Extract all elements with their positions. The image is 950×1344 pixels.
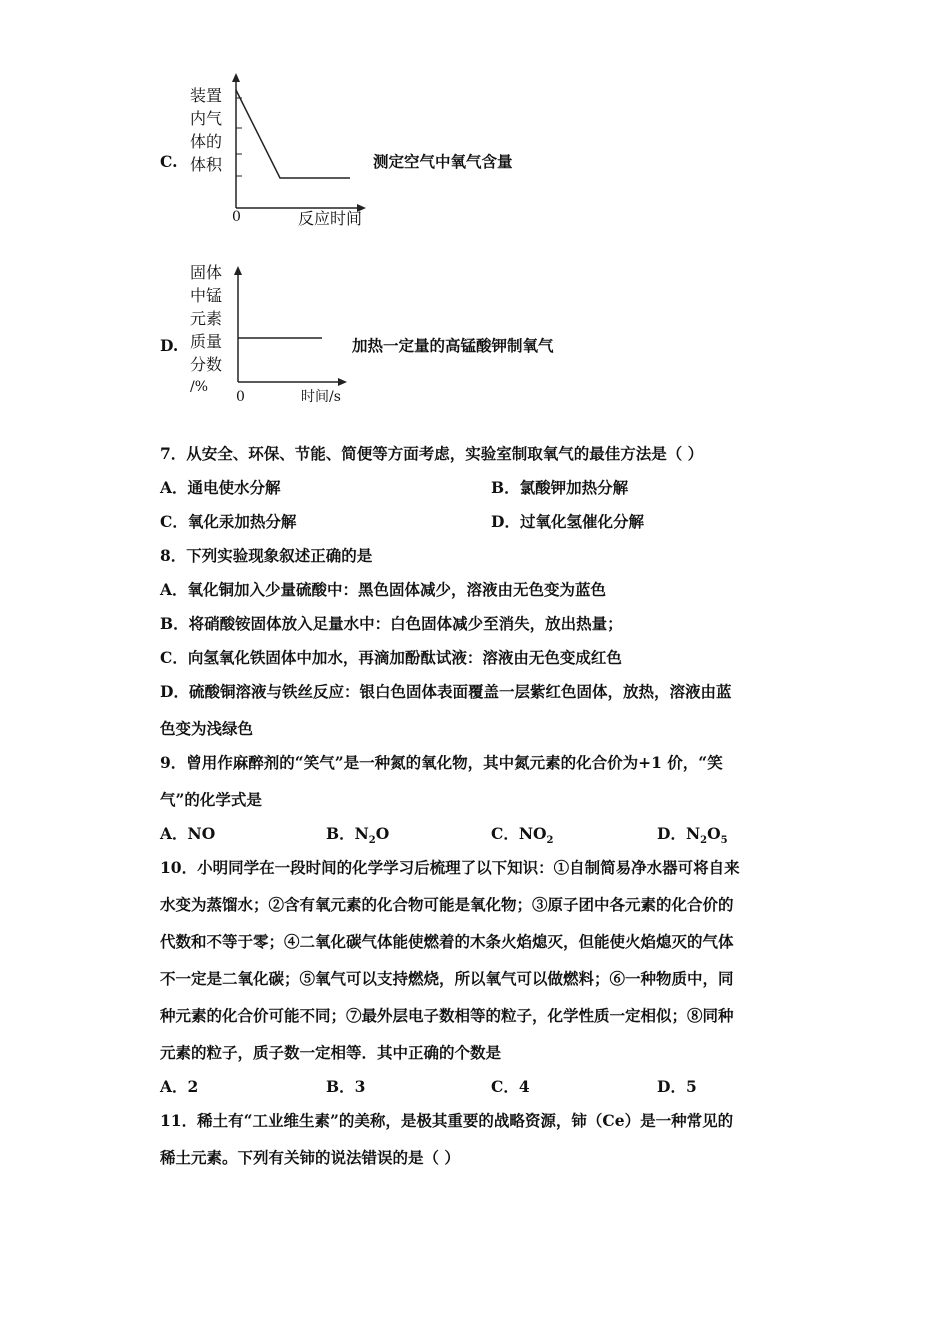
y-axis-arrow (232, 73, 240, 82)
q11-line2: 稀土元素。下列有关铈的说法错误的是（ ） (160, 1148, 460, 1167)
q8-option-b: B．将硝酸铵固体放入足量水中：白色固体减少至消失，放出热量； (160, 614, 623, 633)
option-c-origin: 0 (232, 209, 241, 225)
q10-line: 种元素的化合价可能不同；⑦最外层电子数相等的粒子，化学性质一定相似；⑧同种 (160, 1006, 734, 1025)
q8-option-d-line2: 色变为浅绿色 (160, 719, 254, 738)
option-c-caption: 测定空气中氧气含量 (373, 152, 513, 171)
q11-line1: 11．稀土有“工业维生素”的美称，是极其重要的战略资源，铈（Ce）是一种常见的 (160, 1111, 734, 1130)
formula-part: D．N (657, 824, 701, 843)
option-d-ylabel (190, 261, 222, 399)
q8-stem: 8．下列实验现象叙述正确的是 (160, 546, 373, 565)
formula-part: O (707, 824, 721, 843)
q7-stem: 7．从安全、环保、节能、简便等方面考虑，实验室制取氧气的最佳方法是（ ） (160, 444, 704, 463)
q8-option-a: A．氧化铜加入少量硫酸中：黑色固体减少，溶液由无色变为蓝色 (160, 580, 607, 599)
ylabel-line: 质量 (190, 332, 223, 351)
q10-line: 10．小明同学在一段时间的化学学习后梳理了以下知识：①自制简易净水器可将自来 (160, 858, 740, 877)
formula-part: C．NO (491, 824, 547, 843)
formula-subscript: 2 (368, 835, 376, 847)
volume-curve (236, 90, 350, 178)
q7-option-c: C．氧化汞加热分解 (160, 512, 297, 531)
option-c-graph (220, 70, 370, 215)
q10-line: 水变为蒸馏水；②含有氧元素的化合物可能是氧化物；③原子团中各元素的化合价的 (160, 895, 734, 914)
option-c-letter: C. (160, 152, 178, 171)
ylabel-line: 固体 (190, 263, 223, 282)
formula-subscript: 2 (546, 835, 554, 847)
q9-stem-line2: 气”的化学式是 (160, 790, 262, 809)
q10-line: 代数和不等于零；④二氧化碳气体能使燃着的木条火焰熄灭，但能使火焰熄灭的气体 (160, 932, 734, 951)
ylabel-line: 内气 (190, 109, 223, 128)
q7-option-d: D．过氧化氢催化分解 (491, 512, 644, 531)
ylabel-line: 装置 (190, 86, 223, 105)
q7-option-a: A．通电使水分解 (160, 478, 281, 497)
q10-option-a: A．2 (160, 1077, 199, 1096)
x-axis-arrow (338, 378, 347, 386)
q10-line: 元素的粒子，质子数一定相等．其中正确的个数是 (160, 1043, 502, 1062)
option-c-ylabel (190, 84, 222, 176)
ylabel-line: 体积 (190, 155, 223, 174)
y-axis-arrow (234, 266, 242, 275)
option-c-xlabel: 反应时间 (298, 209, 363, 228)
formula-part: O (375, 824, 390, 843)
q9-option-c (491, 824, 553, 851)
q9-stem-line1: 9．曾用作麻醉剂的“笑气”是一种氮的氧化物，其中氮元素的化合价为+1 价，“笑 (160, 753, 723, 772)
formula-subscript: 5 (720, 835, 728, 847)
formula-part: B．N (326, 824, 369, 843)
ylabel-line: /% (190, 379, 209, 395)
ylabel-line: 体的 (190, 132, 223, 151)
option-d-graph (225, 262, 355, 390)
q10-option-b: B．3 (326, 1077, 366, 1096)
ylabel-line: 分数 (190, 355, 223, 374)
q9-option-b (326, 824, 389, 851)
q10-option-c: C．4 (491, 1077, 530, 1096)
ylabel-line: 元素 (190, 309, 223, 328)
q7-option-b: B．氯酸钾加热分解 (491, 478, 629, 497)
q8-option-d-line1: D．硫酸铜溶液与铁丝反应：银白色固体表面覆盖一层紫红色固体，放热，溶液由蓝 (160, 682, 732, 701)
q9-option-d (657, 824, 728, 851)
q9-option-a: A．NO (160, 824, 216, 843)
q8-option-c: C．向氢氧化铁固体中加水，再滴加酚酞试液：溶液由无色变成红色 (160, 648, 622, 667)
option-d-xlabel: 时间/s (301, 389, 341, 405)
ylabel-line: 中锰 (190, 286, 223, 305)
option-d-origin: 0 (236, 389, 245, 405)
formula-subscript: 2 (700, 835, 708, 847)
q10-option-d: D．5 (657, 1077, 697, 1096)
option-d-caption: 加热一定量的高锰酸钾制氧气 (352, 336, 554, 355)
q10-line: 不一定是二氧化碳；⑤氧气可以支持燃烧，所以氧气可以做燃料；⑥一种物质中，同 (160, 969, 734, 988)
option-d-letter: D. (160, 336, 179, 355)
